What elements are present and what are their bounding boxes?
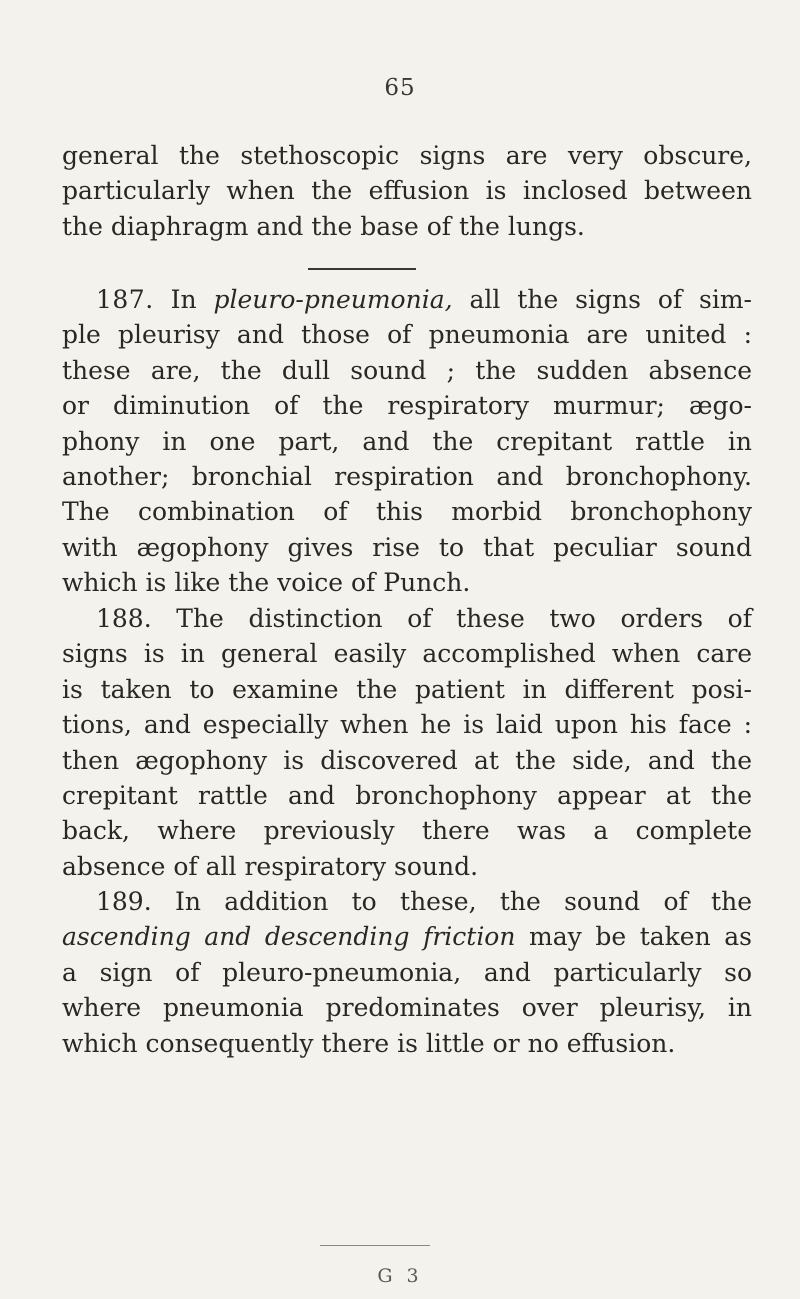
section-189 xyxy=(62,884,752,1061)
text-line: another; bronchial respiration and bronchophony. xyxy=(62,461,752,491)
text-line: the diaphragm and the base of the lungs. xyxy=(62,211,585,241)
text-line: general the stethoscopic signs are very obscure, xyxy=(62,141,752,170)
text-line: which consequently there is little or no effusion. xyxy=(62,1028,676,1058)
footer-rule xyxy=(320,1245,430,1246)
text-line: then ægophony is discovered at the side, and the xyxy=(62,745,752,775)
intro-paragraph xyxy=(62,138,752,244)
italic-term: ascending and descending friction xyxy=(62,922,516,952)
page-number: 65 xyxy=(384,75,416,101)
text-line: these are, the dull sound ; the sudden absence xyxy=(62,355,752,385)
text-line: a sign of pleuro-pneumonia, and particularly so xyxy=(62,957,752,987)
text-line: back, where previously there was a complete xyxy=(62,816,752,846)
signature-mark: G 3 xyxy=(377,1265,423,1287)
section-188 xyxy=(62,601,752,884)
text-fragment: all the signs of sim- xyxy=(469,285,753,314)
text-line: where pneumonia predominates over pleurisy, in xyxy=(62,993,752,1023)
italic-term: pleuro-pneumonia, xyxy=(213,285,453,314)
text-line: signs is in general easily accomplished when care xyxy=(62,639,752,669)
section-number: 187. xyxy=(96,285,154,314)
section-189-second-line xyxy=(62,919,752,954)
section-188-first-line: 188. The distinction of these two orders of xyxy=(96,604,752,633)
section-187-first-line xyxy=(62,282,752,317)
text-line: The combination of this morbid bronchophony xyxy=(62,497,752,527)
section-divider-rule xyxy=(308,268,416,270)
text-line: with ægophony gives rise to that peculiar sound xyxy=(62,532,752,562)
text-line: or diminution of the respiratory murmur; ægo- xyxy=(62,391,752,421)
section-189-first-line: 189. In addition to these, the sound of the xyxy=(96,887,752,916)
lead-in-text: In xyxy=(170,285,197,314)
text-fragment: may be taken as xyxy=(529,922,753,952)
text-line: tions, and especially when he is laid upon his face : xyxy=(62,710,752,740)
section-187 xyxy=(62,282,752,601)
text-line: which is like the voice of Punch. xyxy=(62,568,471,598)
text-line: ple pleurisy and those of pneumonia are united : xyxy=(62,320,752,350)
text-line: absence of all respiratory sound. xyxy=(62,851,479,881)
text-line: crepitant rattle and bronchophony appear at the xyxy=(62,780,752,810)
text-line: particularly when the effusion is inclosed between xyxy=(62,176,752,206)
text-line: phony in one part, and the crepitant rattle in xyxy=(62,426,752,456)
text-line: is taken to examine the patient in different posi- xyxy=(62,674,752,704)
